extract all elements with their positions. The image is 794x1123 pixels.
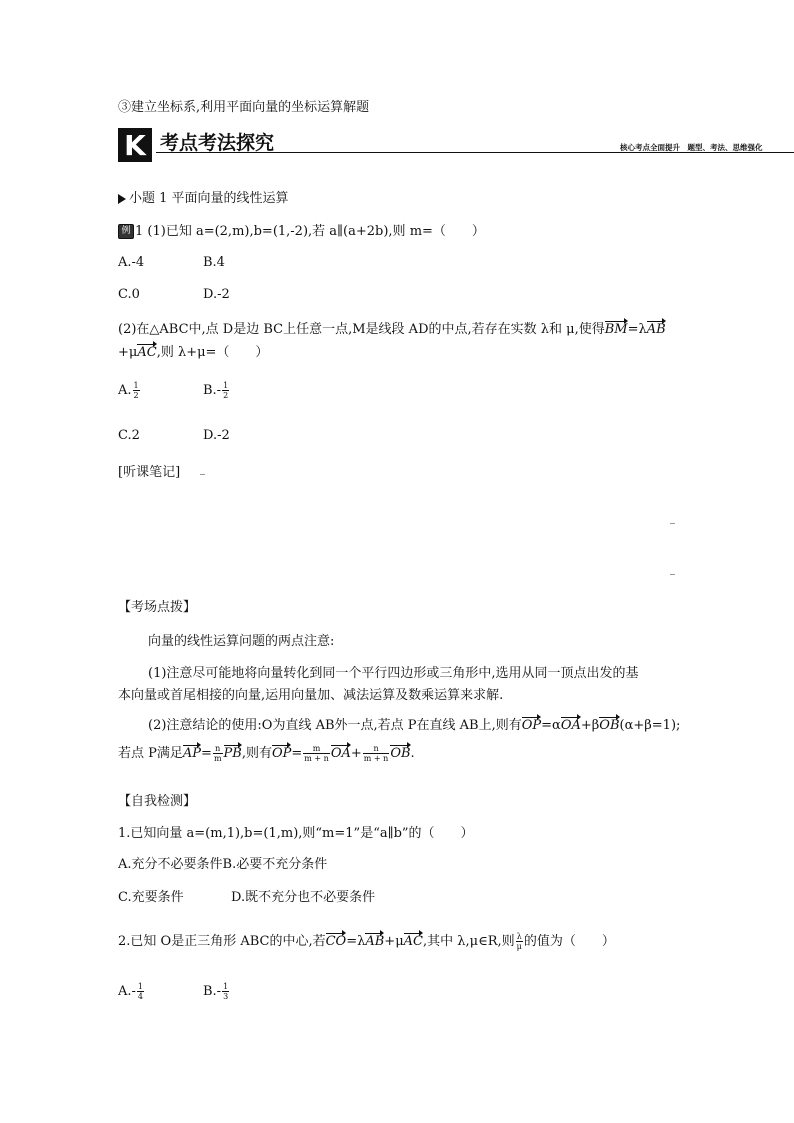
intro-line: ③建立坐标系,利用平面向量的坐标运算解题 <box>118 100 370 115</box>
eq-lambda: =λ <box>346 934 366 949</box>
numerator: 1 <box>133 381 139 390</box>
vector-pb: PB <box>223 746 242 761</box>
q2-option-b <box>203 381 230 400</box>
plus-beta: +β <box>580 718 600 733</box>
fraction <box>516 932 523 951</box>
numerator: 1 <box>223 381 229 390</box>
denominator: m + n <box>363 754 389 763</box>
example-badge-icon: 例 <box>118 224 134 239</box>
numerator: 1 <box>137 982 144 991</box>
tip-p2-text: (2)注意结论的使用:O为直线 AB外一点,若点 P在直线 AB上,则有 <box>148 718 522 733</box>
vector-op: OP <box>271 746 292 761</box>
tip-p2-line1 <box>148 714 680 733</box>
q1-option-c: C.0 <box>118 287 140 302</box>
q2-plus-mu: +μ <box>118 345 138 360</box>
denominator: μ <box>516 942 522 951</box>
tip-lead: 向量的线性运算问题的两点注意: <box>148 634 335 649</box>
self-q1-option-d: D.既不充分也不必要条件 <box>231 890 376 905</box>
tip-title: 【考场点拨】 <box>118 600 197 615</box>
fraction <box>133 381 140 400</box>
vector-ab: AB <box>646 322 666 337</box>
section-badge: K <box>118 128 152 162</box>
denominator: 3 <box>223 992 229 1001</box>
q2-option-c: C.2 <box>118 428 140 443</box>
q2-stem-line1 <box>118 318 666 337</box>
numerator: n <box>363 744 390 754</box>
subtitle <box>118 187 289 206</box>
self-test-title: 【自我检测】 <box>118 794 197 809</box>
self-q2-a: 2.已知 O是正三角形 ABC的中心,若 <box>118 934 326 949</box>
denominator: 2 <box>133 391 139 400</box>
numerator: λ <box>516 932 522 941</box>
vector-ab: AB <box>365 934 385 949</box>
triangle-bullet-icon <box>118 194 126 204</box>
vector-bm: BM <box>604 322 628 337</box>
denominator: 4 <box>137 992 144 1001</box>
vector-oa: OA <box>330 746 351 761</box>
eq: = <box>291 746 303 761</box>
b-prefix: B.- <box>203 984 222 999</box>
plus: + <box>350 746 362 761</box>
subtitle-text: 小题 1 平面向量的线性运算 <box>129 191 289 206</box>
tip-p2-line2 <box>118 742 415 763</box>
self-q2-option-a <box>118 982 145 1001</box>
vector-co: CO <box>325 934 347 949</box>
q2-stem-text: (2)在△ABC中,点 D是边 BC上任意一点,M是线段 AD的中点,若存在实数 λ和 μ,使得 <box>118 322 605 337</box>
q1-option-b: B.4 <box>203 255 225 270</box>
tip-p2-b: 若点 P满足 <box>118 746 183 761</box>
fraction <box>363 744 390 763</box>
q2-option-a <box>118 381 141 400</box>
vector-ob: OB <box>390 746 411 761</box>
q2-option-d: D.-2 <box>203 428 230 443</box>
notes-label: [听课笔记] <box>118 465 181 480</box>
q2-then: ,则 λ+μ=（ ） <box>156 345 269 360</box>
eq-alpha: =α <box>541 718 561 733</box>
vector-ap: AP <box>182 746 202 761</box>
scan-mark <box>670 574 675 575</box>
vector-oa: OA <box>560 718 581 733</box>
vector-ob: OB <box>599 718 620 733</box>
then-have: ,则有 <box>241 746 272 761</box>
header-rule <box>156 152 794 153</box>
q2-b-prefix: B.- <box>203 383 222 398</box>
plus-mu: +μ <box>384 934 404 949</box>
eq: = <box>201 746 212 761</box>
self-q2-stem <box>118 930 615 951</box>
fraction <box>222 982 229 1001</box>
q1-stem-text: 1 (1)已知 a=(2,m),b=(1,-2),若 a∥(a+2b),则 m=（ ） <box>135 224 485 239</box>
self-q2-b: ,其中 λ,μ∈R,则 <box>422 934 515 949</box>
self-q2-c: 的值为（ ） <box>523 934 615 949</box>
section-slogan: 核心考点全面提升 题型、考法、思维强化 <box>620 143 763 152</box>
q2-a-prefix: A. <box>118 383 132 398</box>
tip-p1-line1: (1)注意尽可能地将向量转化到同一个平行四边形或三角形中,选用从同一顶点出发的基 <box>148 666 639 681</box>
fraction <box>137 982 144 1001</box>
a-prefix: A.- <box>118 984 136 999</box>
self-q1-options-ab: A.充分不必要条件B.必要不充分条件 <box>118 857 328 872</box>
q2-stem-line2 <box>118 341 268 360</box>
vector-ac: AC <box>403 934 423 949</box>
q1-option-d: D.-2 <box>203 287 230 302</box>
vector-ac: AC <box>137 345 157 360</box>
fraction <box>222 381 229 400</box>
section-title: 考点考法探究 <box>160 132 275 154</box>
fraction <box>303 744 330 763</box>
numerator: 1 <box>223 982 229 991</box>
scan-mark <box>200 474 205 475</box>
vector-op: OP <box>521 718 542 733</box>
scan-mark <box>670 523 675 524</box>
tip-p1-line2: 本向量或首尾相接的向量,运用向量加、减法运算及数乘运算来求解. <box>118 688 504 703</box>
period: . <box>410 746 415 761</box>
q2-eq: =λ <box>627 322 647 337</box>
condition: (α+β=1); <box>619 718 681 733</box>
denominator: m + n <box>304 754 329 763</box>
denominator: 2 <box>223 391 229 400</box>
self-q2-option-b <box>203 982 230 1001</box>
fraction <box>213 744 223 763</box>
q1-option-a: A.-4 <box>118 255 145 270</box>
example-1-stem <box>118 220 485 239</box>
self-q1-option-c: C.充要条件 <box>118 890 184 905</box>
self-q1-stem: 1.已知向量 a=(m,1),b=(1,m),则“m=1”是“a∥b”的（ ） <box>118 826 474 841</box>
numerator: n <box>213 744 223 754</box>
denominator: m <box>213 754 222 763</box>
numerator: m <box>303 744 330 754</box>
